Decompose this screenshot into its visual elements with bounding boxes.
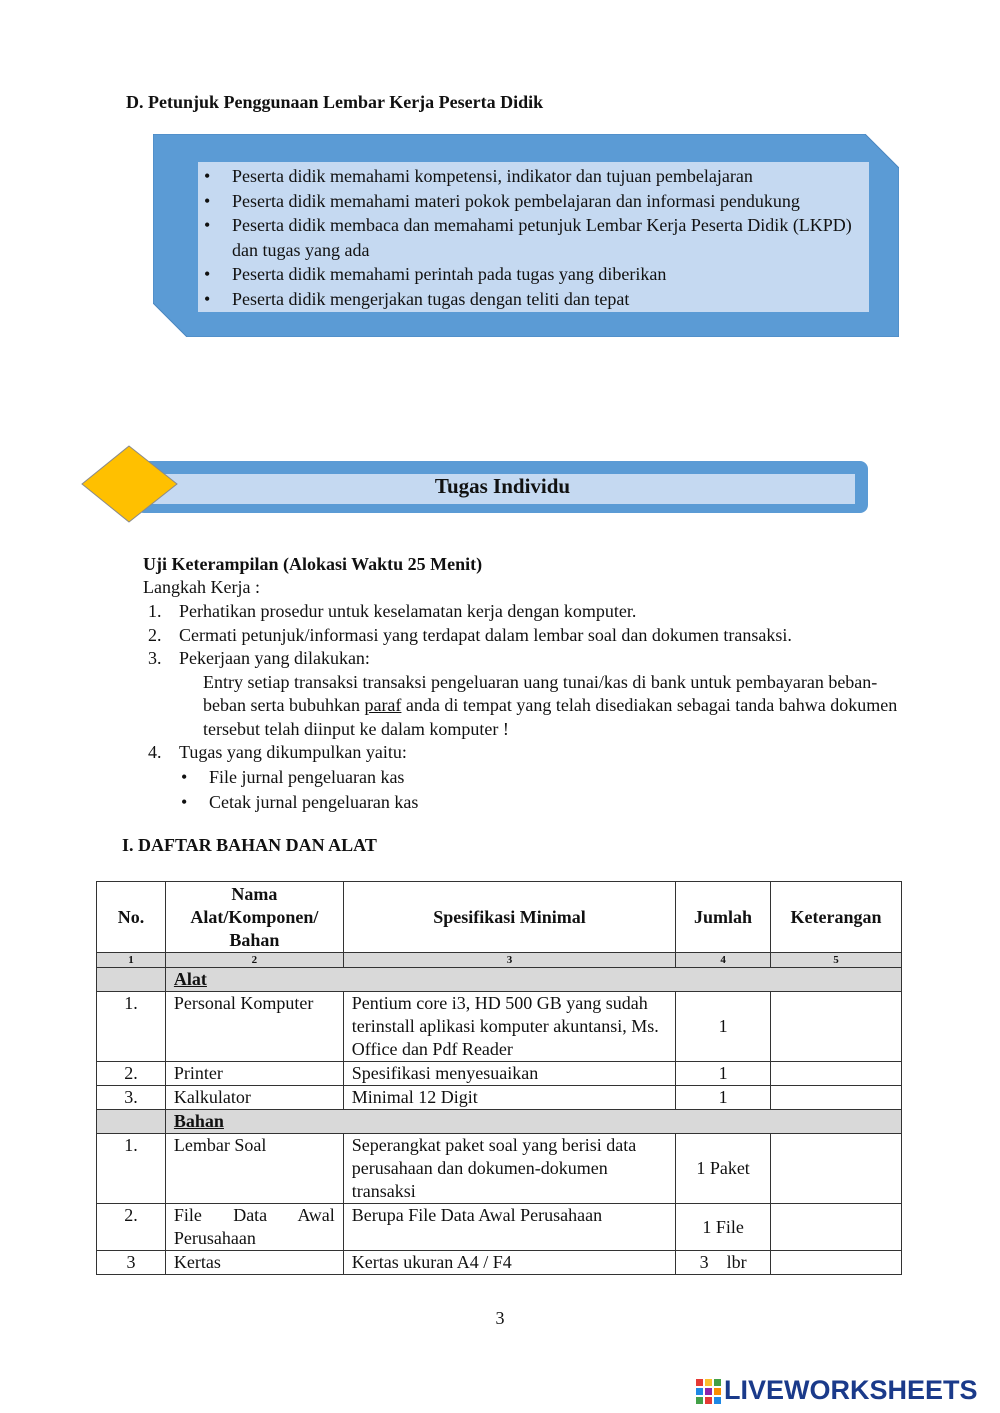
header-nama: Nama Alat/Komponen/ Bahan	[165, 882, 343, 953]
index-cell: 1	[97, 953, 166, 968]
instruction-list	[198, 164, 878, 311]
table-row	[97, 1086, 902, 1110]
step-number: 2.	[148, 624, 162, 645]
step3-detail-paraf: paraf	[364, 695, 402, 715]
cell-jumlah: 1	[676, 992, 771, 1062]
step4-bullets	[143, 765, 903, 815]
step-number: 4.	[148, 742, 162, 762]
group-label-alat: Alat	[173, 969, 207, 989]
cell-no: 2.	[97, 1062, 166, 1086]
cell-nama: Printer	[165, 1062, 343, 1086]
step-text: Cermati petunjuk/informasi yang terdapat dalam lembar soal dan dokumen transaksi.	[179, 624, 792, 645]
page-number: 3	[495, 1308, 505, 1328]
table-index-row	[97, 953, 902, 968]
cell-nama: Kalkulator	[165, 1086, 343, 1110]
cell-spek: Spesifikasi menyesuaikan	[343, 1062, 675, 1086]
index-cell: 4	[676, 953, 771, 968]
cell-no: 3.	[97, 1086, 166, 1110]
tugas-banner-title: Tugas Individu	[434, 474, 571, 498]
brand-text: LIVEWORKSHEETS	[724, 1375, 978, 1405]
cell-spek: Minimal 12 Digit	[343, 1086, 675, 1110]
table-row	[97, 992, 902, 1062]
cell-jumlah: 1 Paket	[676, 1134, 771, 1204]
table-header-row	[97, 882, 902, 953]
table-row	[97, 1251, 902, 1275]
cell-keterangan	[771, 1251, 902, 1275]
step-item	[143, 741, 903, 765]
cell-no: 2.	[97, 1204, 166, 1251]
cell-spek: Pentium core i3, HD 500 GB yang sudah terinstall aplikasi komputer akuntansi, Ms. Office dan Pdf Reader	[343, 992, 675, 1062]
table-row	[97, 1204, 902, 1251]
daftar-title: I. DAFTAR BAHAN DAN ALAT	[122, 835, 377, 855]
cell-keterangan	[771, 992, 902, 1062]
index-cell: 5	[771, 953, 902, 968]
instruction-item: • Peserta didik membaca dan memahami petunjuk Lembar Kerja Peserta Didik (LKPD) dan tugas yang ada	[198, 213, 878, 262]
step-item	[143, 624, 903, 648]
step3-detail-pre: Entry setiap transaksi transaksi pengeluaran uang tunai/kas di bank untuk pembayaran beban-beban serta bubuhkan	[203, 671, 878, 715]
cell-keterangan	[771, 1134, 902, 1204]
step-text: Tugas yang dikumpulkan yaitu:	[179, 742, 407, 762]
group-label-bahan: Bahan	[173, 1111, 224, 1131]
cell-keterangan	[771, 1204, 902, 1251]
cell-no: 3	[97, 1251, 166, 1275]
step4-bullet: • Cetak jurnal pengeluaran kas	[179, 790, 903, 815]
cell-nama: File Data Awal Perusahaan	[165, 1204, 343, 1251]
cell-nama: Lembar Soal	[165, 1134, 343, 1204]
instruction-item: • Peserta didik mengerjakan tugas dengan teliti dan tepat	[198, 287, 878, 312]
step3-detail-post: anda di tempat yang telah disediakan sebagai tanda bahwa dokumen tersebut telah diinput ke dalam komputer !	[203, 695, 898, 739]
cell-spek: Seperangkat paket soal yang berisi data perusahaan dan dokumen-dokumen transaksi	[343, 1134, 675, 1204]
header-spesifikasi: Spesifikasi Minimal	[343, 882, 675, 953]
step-number: 3.	[148, 648, 162, 668]
cell-nama: Kertas	[165, 1251, 343, 1275]
cell-jumlah: 1 File	[676, 1204, 771, 1251]
index-cell: 2	[165, 953, 343, 968]
header-keterangan: Keterangan	[771, 882, 902, 953]
cell-spek: Kertas ukuran A4 / F4	[343, 1251, 675, 1275]
brand-logo-icon	[696, 1379, 722, 1409]
instruction-item: • Peserta didik memahami kompetensi, indikator dan tujuan pembelajaran	[198, 164, 878, 189]
instruction-item: • Peserta didik memahami materi pokok pembelajaran dan informasi pendukung	[198, 189, 878, 214]
cell-keterangan	[771, 1086, 902, 1110]
step4-bullet: • File jurnal pengeluaran kas	[179, 765, 903, 790]
step-text: Perhatikan prosedur untuk keselamatan kerja dengan komputer.	[179, 601, 637, 621]
step-text: Pekerjaan yang dilakukan:	[179, 648, 370, 668]
table-row	[97, 1062, 902, 1086]
task-title: Uji Keterampilan (Alokasi Waktu 25 Menit)	[143, 554, 483, 574]
instruction-item: • Peserta didik memahami perintah pada tugas yang diberikan	[198, 262, 878, 287]
steps-intro: Langkah Kerja :	[143, 577, 260, 597]
step3-detail	[143, 671, 903, 742]
cell-no: 1.	[97, 992, 166, 1062]
daftar-table	[96, 881, 902, 1275]
header-jumlah: Jumlah	[676, 882, 771, 953]
step-item	[143, 647, 903, 671]
cell-nama: Personal Komputer	[165, 992, 343, 1062]
cell-no: 1.	[97, 1134, 166, 1204]
group-row-alat	[97, 968, 902, 992]
cell-jumlah: 1	[676, 1062, 771, 1086]
cell-spek: Berupa File Data Awal Perusahaan	[343, 1204, 675, 1251]
index-cell: 3	[343, 953, 675, 968]
section-d-title: D. Petunjuk Penggunaan Lembar Kerja Peserta Didik	[126, 92, 544, 112]
cell-jumlah: 1	[676, 1086, 771, 1110]
header-no: No.	[97, 882, 166, 953]
table-row	[97, 1134, 902, 1204]
cell-jumlah: 3 lbr	[676, 1251, 771, 1275]
cell-keterangan	[771, 1062, 902, 1086]
group-row-bahan	[97, 1110, 902, 1134]
step-item	[143, 600, 903, 624]
steps-list	[143, 600, 903, 815]
step-number: 1.	[148, 601, 162, 621]
